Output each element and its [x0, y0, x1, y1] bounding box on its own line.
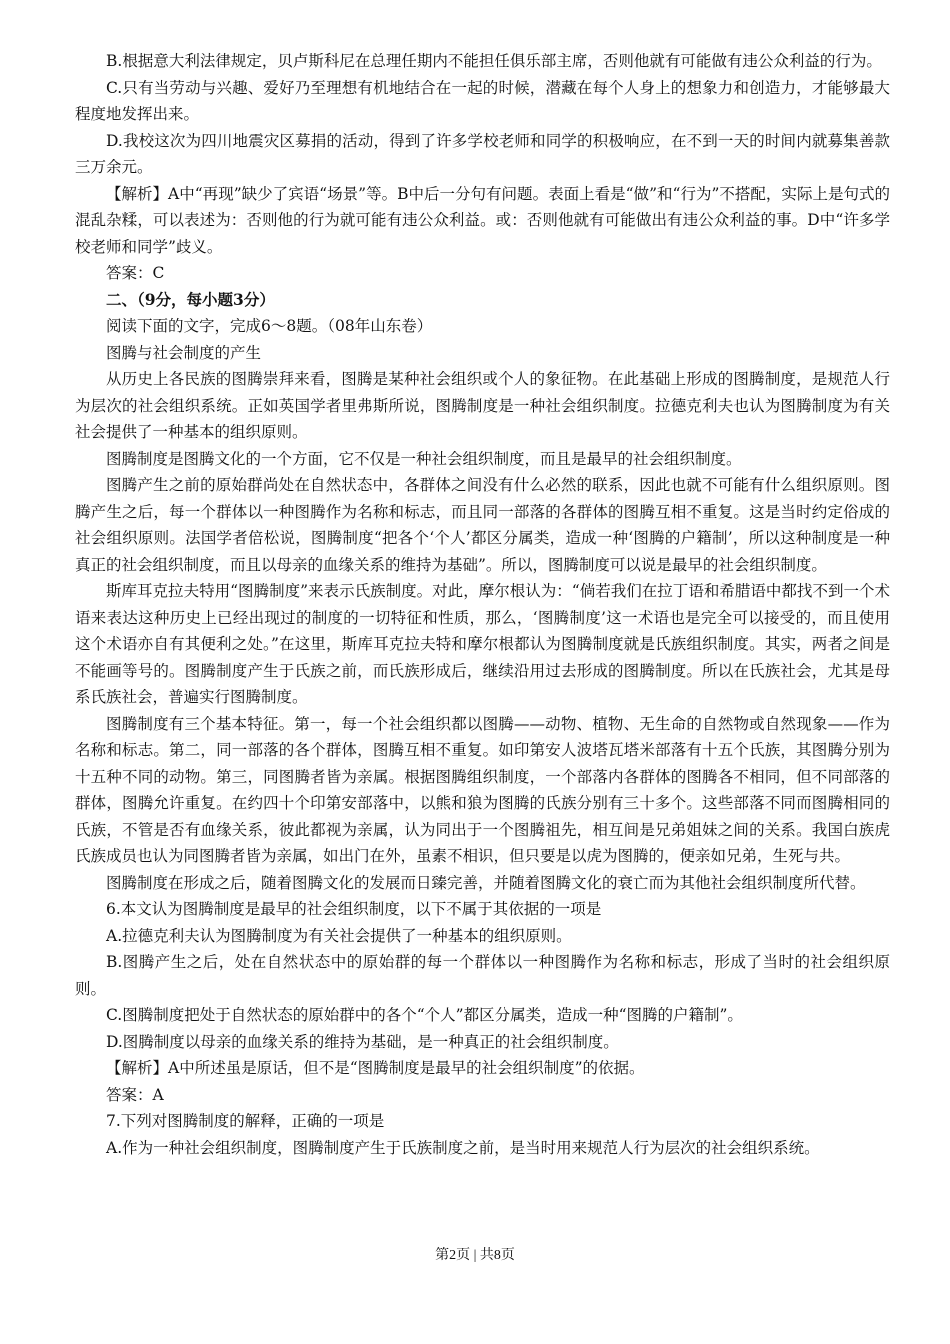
paragraph: 从历史上各民族的图腾崇拜来看，图腾是某种社会组织或个人的象征物。在此基础上形成的图腾制度，是规范人行为层次的社会组织系统。正如英国学者里弗斯所说，图腾制度是一种社会组织制度。拉德克利夫也认为图腾制度为有关社会提供了一种基本的组织原则。 [75, 370, 890, 441]
paragraph: A.作为一种社会组织制度，图腾制度产生于氏族制度之前，是当时用来规范人行为层次的社会组织系统。 [106, 1138, 820, 1157]
page-footer: 第2页 | 共8页 [435, 1248, 515, 1263]
paragraph: 7.下列对图腾制度的解释，正确的一项是 [106, 1112, 385, 1130]
paragraph: 图腾制度有三个基本特征。第一，每一个社会组织都以图腾——动物、植物、无生命的自然物或自然现象——作为名称和标志。第二，同一部落的各个群体，图腾互相不重复。如印第安人波塔瓦塔米部落有十五个氏族，其图腾分别为十五种不同的动物。第三，同图腾者皆为亲属。根据图腾组织制度，一个部落内各群体的图腾各不相同，但不同部落的群体，图腾允许重复。在约四十个印第安部落中，以熊和狼为图腾的氏族分别有三十多个。这些部落不同而图腾相同的氏族，不管是否有血缘关系，彼此都视为亲属，认为同出于一个图腾祖先，相互间是兄弟姐妹之间的关系。我国白族虎氏族成员也认为同图腾者皆为亲属，如出门在外，虽素不相识，但只要是以虎为图腾的，便亲如兄弟，生死与共。 [75, 714, 890, 865]
paragraph: 图腾与社会制度的产生 [106, 343, 262, 362]
paragraph: 【解析】A中“再现”缺少了宾语“场景”等。B中后一分句有问题。表面上看是“做”和“行为”不搭配，实际上是句式的混乱杂糅，可以表述为：否则他的行为就可能有违公众利益。或：否则他就有可能做出有违公众利益的事。D中“许多学校老师和同学”歧义。 [75, 184, 890, 256]
paragraph: C.只有当劳动与兴趣、爱好乃至理想有机地结合在一起的时候，潜藏在每个人身上的想象力和创造力，才能够最大程度地发挥出来。 [75, 78, 890, 123]
paragraph: 图腾制度是图腾文化的一个方面，它不仅是一种社会组织制度，而且是最早的社会组织制度。 [106, 449, 742, 468]
paragraph: 答案：C [106, 264, 165, 282]
paragraph: 【解析】A中所述虽是原话，但不是“图腾制度是最早的社会组织制度”的依据。 [106, 1059, 645, 1077]
paragraph: A.拉德克利夫认为图腾制度为有关社会提供了一种基本的组织原则。 [106, 926, 572, 945]
paragraph: B.根据意大利法律规定，贝卢斯科尼在总理任期内不能担任俱乐部主席，否则他就有可能做有违公众利益的行为。 [106, 52, 882, 70]
paragraph: 斯库耳克拉夫特用“图腾制度”来表示氏族制度。对此，摩尔根认为：“倘若我们在拉丁语和希腊语中都找不到一个术语来表达这种历史上已经出现过的制度的一切特征和性质，那么，‘图腾制度’这一术语也是完全可以接受的，而且使用这个术语亦自有其便利之处。”在这里，斯库耳克拉夫特和摩尔根都认为图腾制度就是氏族组织制度。其实，两者之间是不能画等号的。图腾制度产生于氏族之前，而氏族形成后，继续沿用过去形成的图腾制度。所以在氏族社会，尤其是母系氏族社会，普遍实行图腾制度。 [75, 582, 890, 706]
paragraph: D.图腾制度以母亲的血缘关系的维持为基础，是一种真正的社会组织制度。 [106, 1032, 619, 1051]
document-body [75, 48, 890, 1161]
paragraph: 二、（9分，每小题3分） [106, 289, 275, 309]
paragraph: 图腾产生之前的原始群尚处在自然状态中，各群体之间没有什么必然的联系，因此也就不可能有什么组织原则。图腾产生之后，每一个群体以一种图腾作为名称和标志，而且同一部落的各群体的图腾互相不重复。这是当时约定俗成的社会组织原则。法国学者倍松说，图腾制度“把各个‘个人’都区分属类，造成一种‘图腾的户籍制’，所以这种制度是一种真正的社会组织制度，而且以母亲的血缘关系的维持为基础”。所以，图腾制度可以说是最早的社会组织制度。 [75, 476, 890, 574]
paragraph: 6.本文认为图腾制度是最早的社会组织制度，以下不属于其依据的一项是 [106, 900, 602, 918]
paragraph: 图腾制度在形成之后，随着图腾文化的发展而日臻完善，并随着图腾文化的衰亡而为其他社会组织制度所代替。 [106, 873, 866, 892]
paragraph: B.图腾产生之后，处在自然状态中的原始群的每一个群体以一种图腾作为名称和标志，形成了当时的社会组织原则。 [75, 953, 890, 998]
paragraph: D.我校这次为四川地震灾区募捐的活动，得到了许多学校老师和同学的积极响应，在不到一天的时间内就募集善款三万余元。 [75, 131, 890, 176]
paragraph: C.图腾制度把处于自然状态的原始群中的各个“个人”都区分属类，造成一种“图腾的户籍制”。 [106, 1006, 743, 1024]
paragraph: 阅读下面的文字，完成6～8题。（08年山东卷） [106, 317, 433, 335]
paragraph: 答案：A [106, 1085, 164, 1104]
